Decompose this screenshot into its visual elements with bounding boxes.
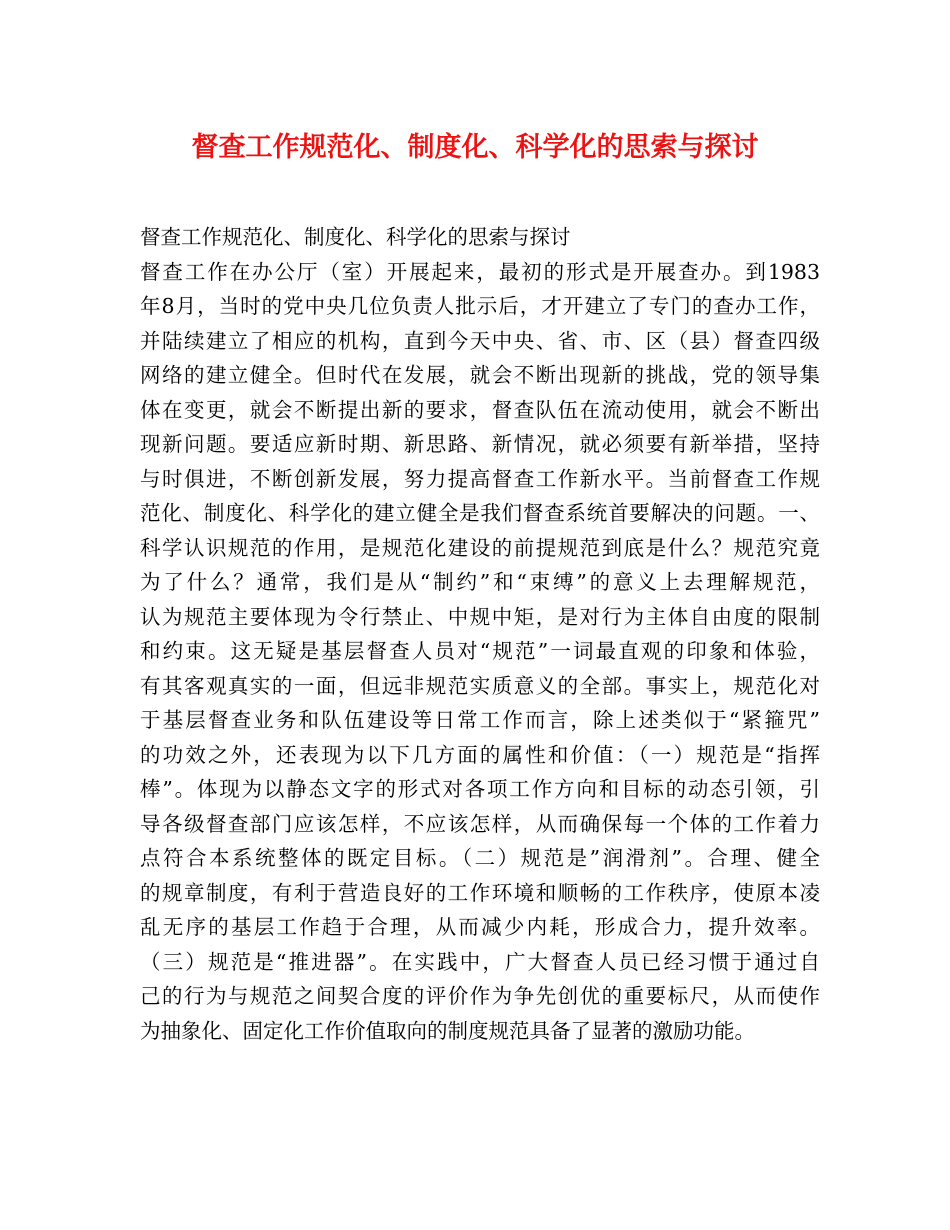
body-line: 督查工作规范化、制度化、科学化的思索与探讨 — [140, 225, 571, 249]
body-line: 为了什么？通常，我们是从“制约”和“束缚”的意义上去理解规范， — [140, 570, 820, 594]
body-line: 导各级督查部门应该怎样，不应该怎样，从而确保每一个体的工作着力 — [140, 811, 820, 836]
document-title: 督查工作规范化、制度化、科学化的思索与探讨 — [191, 132, 759, 163]
body-line: 于基层督查业务和队伍建设等日常工作而言，除上述类似于“紧箍咒” — [140, 708, 820, 732]
body-line: 的规章制度，有利于营造良好的工作环境和顺畅的工作秩序，使原本凌 — [140, 880, 820, 905]
body-line: （三）规范是“推进器”。在实践中，广大督查人员已经习惯于通过自 — [140, 949, 820, 974]
body-line: 和约束。这无疑是基层督查人员对“规范”一词最直观的印象和体验， — [140, 639, 820, 663]
body-line: 现新问题。要适应新时期、新思路、新情况，就必须要有新举措，坚持 — [140, 432, 820, 456]
body-line: 己的行为与规范之间契合度的评价作为争先创优的重要标尺，从而使作 — [140, 984, 820, 1008]
body-line: 科学认识规范的作用，是规范化建设的前提规范到底是什么？规范究竟 — [140, 535, 820, 560]
body-line: 年8月，当时的党中央几位负责人批示后，才开建立了专门的查办工作， — [140, 294, 820, 318]
body-line: 并陆续建立了相应的机构，直到今天中央、省、市、区（县）督查四级 — [140, 328, 820, 353]
body-line: 点符合本系统整体的既定目标。（二）规范是”润滑剂”。合理、健全 — [140, 846, 820, 870]
body-line: 与时俱进，不断创新发展，努力提高督查工作新水平。当前督查工作规 — [140, 466, 820, 491]
body-line: 网络的建立健全。但时代在发展，就会不断出现新的挑战，党的领导集 — [140, 363, 820, 387]
body-line: 范化、制度化、科学化的建立健全是我们督查系统首要解决的问题。一、 — [140, 501, 820, 525]
body-line: 有其客观真实的一面，但远非规范实质意义的全部。事实上，规范化对 — [140, 673, 820, 698]
body-line: 的功效之外，还表现为以下几方面的属性和价值：（一）规范是“指挥 — [140, 742, 820, 767]
body-line: 督查工作在办公厅（室）开展起来，最初的形式是开展查办。到1983 — [140, 259, 820, 284]
body-line: 为抽象化、固定化工作价值取向的制度规范具备了显著的激励功能。 — [140, 1018, 755, 1043]
document-body — [140, 220, 820, 1048]
body-line: 体在变更，就会不断提出新的要求，督查队伍在流动使用，就会不断出 — [140, 397, 820, 422]
body-line: 乱无序的基层工作趋于合理，从而减少内耗，形成合力，提升效率。 — [140, 915, 820, 939]
body-line: 认为规范主要体现为令行禁止、中规中矩，是对行为主体自由度的限制 — [140, 604, 820, 629]
body-line: 棒”。体现为以静态文字的形式对各项工作方向和目标的动态引领，引 — [140, 777, 820, 801]
